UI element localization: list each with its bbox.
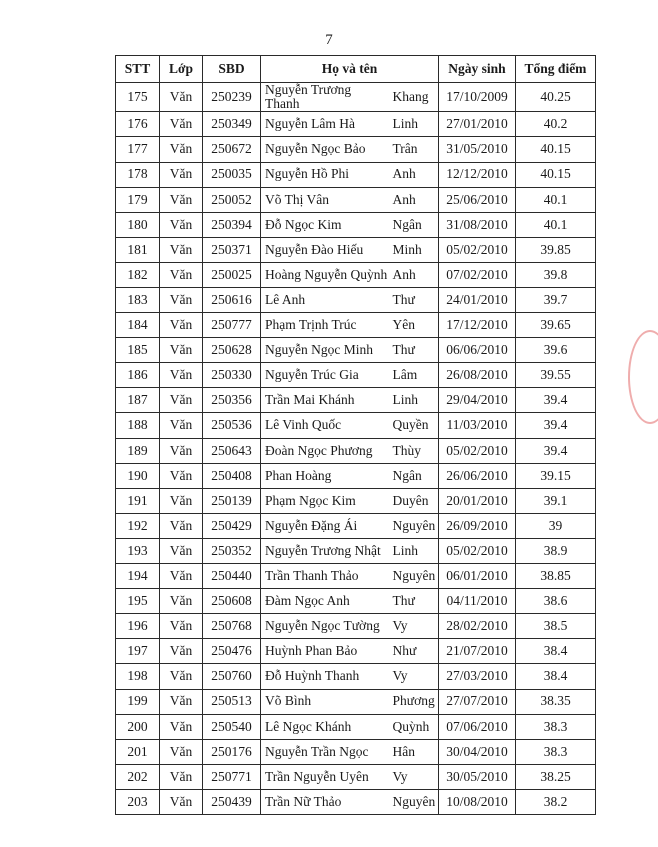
table-body xyxy=(116,83,596,815)
cell-ten: Linh xyxy=(391,388,439,413)
cell-stt: 185 xyxy=(116,338,160,363)
cell-tong-diem: 39.4 xyxy=(516,438,596,463)
cell-ten: Vy xyxy=(391,614,439,639)
cell-ho-dem: Hoàng Nguyễn Quỳnh xyxy=(261,262,391,287)
cell-stt: 179 xyxy=(116,187,160,212)
cell-lop: Văn xyxy=(160,83,203,112)
header-row xyxy=(116,56,596,83)
cell-sbd: 250352 xyxy=(203,538,261,563)
cell-stt: 201 xyxy=(116,739,160,764)
table-row xyxy=(116,714,596,739)
cell-tong-diem: 38.3 xyxy=(516,739,596,764)
cell-sbd: 250672 xyxy=(203,137,261,162)
cell-stt: 178 xyxy=(116,162,160,187)
cell-ngay-sinh: 26/08/2010 xyxy=(439,363,516,388)
cell-ngay-sinh: 27/03/2010 xyxy=(439,664,516,689)
cell-ho-dem: Nguyễn Trương Thanh xyxy=(261,83,391,112)
cell-ngay-sinh: 06/06/2010 xyxy=(439,338,516,363)
table-row xyxy=(116,413,596,438)
header-sbd: SBD xyxy=(203,56,261,83)
cell-lop: Văn xyxy=(160,689,203,714)
cell-lop: Văn xyxy=(160,764,203,789)
cell-ho-dem: Nguyễn Trần Ngọc xyxy=(261,739,391,764)
cell-sbd: 250408 xyxy=(203,463,261,488)
cell-ngay-sinh: 04/11/2010 xyxy=(439,589,516,614)
cell-lop: Văn xyxy=(160,288,203,313)
table-row xyxy=(116,313,596,338)
cell-stt: 196 xyxy=(116,614,160,639)
cell-stt: 197 xyxy=(116,639,160,664)
cell-sbd: 250176 xyxy=(203,739,261,764)
cell-ten: Duyên xyxy=(391,488,439,513)
cell-ngay-sinh: 20/01/2010 xyxy=(439,488,516,513)
cell-ho-dem: Đoàn Ngọc Phương xyxy=(261,438,391,463)
cell-ten: Vy xyxy=(391,664,439,689)
cell-stt: 176 xyxy=(116,112,160,137)
table-row xyxy=(116,338,596,363)
cell-tong-diem: 40.15 xyxy=(516,162,596,187)
cell-ngay-sinh: 10/08/2010 xyxy=(439,789,516,814)
cell-tong-diem: 38.4 xyxy=(516,664,596,689)
cell-ten: Trân xyxy=(391,137,439,162)
cell-ngay-sinh: 30/05/2010 xyxy=(439,764,516,789)
cell-ngay-sinh: 11/03/2010 xyxy=(439,413,516,438)
cell-stt: 194 xyxy=(116,564,160,589)
cell-stt: 192 xyxy=(116,513,160,538)
cell-ten: Anh xyxy=(391,162,439,187)
cell-stt: 186 xyxy=(116,363,160,388)
cell-ten: Yên xyxy=(391,313,439,338)
cell-ngay-sinh: 05/02/2010 xyxy=(439,538,516,563)
cell-sbd: 250628 xyxy=(203,338,261,363)
cell-sbd: 250052 xyxy=(203,187,261,212)
table-row xyxy=(116,664,596,689)
cell-sbd: 250239 xyxy=(203,83,261,112)
cell-lop: Văn xyxy=(160,112,203,137)
cell-sbd: 250035 xyxy=(203,162,261,187)
cell-tong-diem: 40.1 xyxy=(516,212,596,237)
cell-ten: Thư xyxy=(391,338,439,363)
header-tong-diem: Tổng điểm xyxy=(516,56,596,83)
cell-ho-dem: Lê Ngọc Khánh xyxy=(261,714,391,739)
table-row xyxy=(116,463,596,488)
cell-stt: 181 xyxy=(116,237,160,262)
cell-ngay-sinh: 29/04/2010 xyxy=(439,388,516,413)
cell-ten: Như xyxy=(391,639,439,664)
table-row xyxy=(116,162,596,187)
cell-stt: 191 xyxy=(116,488,160,513)
cell-ho-dem: Võ Bình xyxy=(261,689,391,714)
cell-lop: Văn xyxy=(160,313,203,338)
results-table xyxy=(115,55,596,815)
cell-ten: Anh xyxy=(391,262,439,287)
cell-lop: Văn xyxy=(160,438,203,463)
cell-lop: Văn xyxy=(160,237,203,262)
table-row xyxy=(116,83,596,112)
table-row xyxy=(116,212,596,237)
cell-stt: 184 xyxy=(116,313,160,338)
cell-ho-dem: Lê Vinh Quốc xyxy=(261,413,391,438)
cell-sbd: 250536 xyxy=(203,413,261,438)
cell-tong-diem: 39.1 xyxy=(516,488,596,513)
cell-tong-diem: 40.15 xyxy=(516,137,596,162)
cell-lop: Văn xyxy=(160,338,203,363)
cell-ngay-sinh: 28/02/2010 xyxy=(439,614,516,639)
table-row xyxy=(116,112,596,137)
cell-sbd: 250540 xyxy=(203,714,261,739)
cell-ho-dem: Nguyễn Trương Nhật xyxy=(261,538,391,563)
cell-ho-dem: Trần Nguyễn Uyên xyxy=(261,764,391,789)
cell-ho-dem: Nguyễn Ngọc Bảo xyxy=(261,137,391,162)
cell-lop: Văn xyxy=(160,513,203,538)
cell-ho-dem: Nguyễn Hồ Phi xyxy=(261,162,391,187)
cell-ngay-sinh: 12/12/2010 xyxy=(439,162,516,187)
cell-ho-dem: Đàm Ngọc Anh xyxy=(261,589,391,614)
cell-ho-dem: Đỗ Huỳnh Thanh xyxy=(261,664,391,689)
cell-ho-dem: Nguyễn Đào Hiếu xyxy=(261,237,391,262)
cell-ten: Vy xyxy=(391,764,439,789)
cell-ngay-sinh: 05/02/2010 xyxy=(439,438,516,463)
cell-tong-diem: 40.1 xyxy=(516,187,596,212)
table-row xyxy=(116,288,596,313)
cell-ho-dem: Trần Mai Khánh xyxy=(261,388,391,413)
cell-sbd: 250771 xyxy=(203,764,261,789)
table-row xyxy=(116,614,596,639)
cell-lop: Văn xyxy=(160,187,203,212)
header-ho-ten: Họ và tên xyxy=(261,56,439,83)
cell-ho-dem: Nguyễn Lâm Hà xyxy=(261,112,391,137)
cell-stt: 190 xyxy=(116,463,160,488)
cell-sbd: 250608 xyxy=(203,589,261,614)
cell-ten: Anh xyxy=(391,187,439,212)
cell-stt: 193 xyxy=(116,538,160,563)
cell-ngay-sinh: 31/05/2010 xyxy=(439,137,516,162)
cell-ho-dem: Nguyễn Trúc Gia xyxy=(261,363,391,388)
cell-stt: 175 xyxy=(116,83,160,112)
cell-ten: Nguyên xyxy=(391,513,439,538)
cell-ho-dem: Huỳnh Phan Bảo xyxy=(261,639,391,664)
cell-sbd: 250330 xyxy=(203,363,261,388)
cell-sbd: 250429 xyxy=(203,513,261,538)
cell-lop: Văn xyxy=(160,162,203,187)
cell-ngay-sinh: 31/08/2010 xyxy=(439,212,516,237)
cell-tong-diem: 38.6 xyxy=(516,589,596,614)
cell-ten: Ngân xyxy=(391,212,439,237)
cell-lop: Văn xyxy=(160,664,203,689)
cell-stt: 199 xyxy=(116,689,160,714)
header-lop: Lớp xyxy=(160,56,203,83)
cell-tong-diem: 40.25 xyxy=(516,83,596,112)
cell-tong-diem: 38.2 xyxy=(516,789,596,814)
cell-sbd: 250356 xyxy=(203,388,261,413)
cell-ngay-sinh: 17/10/2009 xyxy=(439,83,516,112)
cell-tong-diem: 39.4 xyxy=(516,413,596,438)
cell-lop: Văn xyxy=(160,413,203,438)
table-row xyxy=(116,187,596,212)
cell-lop: Văn xyxy=(160,488,203,513)
cell-tong-diem: 39.4 xyxy=(516,388,596,413)
cell-ngay-sinh: 21/07/2010 xyxy=(439,639,516,664)
cell-ten: Hân xyxy=(391,739,439,764)
cell-tong-diem: 39.7 xyxy=(516,288,596,313)
cell-ngay-sinh: 25/06/2010 xyxy=(439,187,516,212)
header-stt: STT xyxy=(116,56,160,83)
cell-ten: Thư xyxy=(391,589,439,614)
cell-ten: Minh xyxy=(391,237,439,262)
cell-tong-diem: 39.15 xyxy=(516,463,596,488)
cell-ten: Thư xyxy=(391,288,439,313)
table-row xyxy=(116,513,596,538)
cell-sbd: 250025 xyxy=(203,262,261,287)
table-row xyxy=(116,262,596,287)
table-row xyxy=(116,363,596,388)
cell-tong-diem: 39.8 xyxy=(516,262,596,287)
cell-lop: Văn xyxy=(160,262,203,287)
cell-ten: Ngân xyxy=(391,463,439,488)
cell-stt: 187 xyxy=(116,388,160,413)
cell-stt: 188 xyxy=(116,413,160,438)
cell-ho-dem: Lê Anh xyxy=(261,288,391,313)
cell-ten: Thùy xyxy=(391,438,439,463)
cell-sbd: 250513 xyxy=(203,689,261,714)
cell-lop: Văn xyxy=(160,739,203,764)
cell-ten: Nguyên xyxy=(391,564,439,589)
cell-tong-diem: 38.9 xyxy=(516,538,596,563)
cell-sbd: 250643 xyxy=(203,438,261,463)
cell-stt: 189 xyxy=(116,438,160,463)
cell-tong-diem: 40.2 xyxy=(516,112,596,137)
cell-tong-diem: 39 xyxy=(516,513,596,538)
cell-lop: Văn xyxy=(160,363,203,388)
cell-sbd: 250439 xyxy=(203,789,261,814)
cell-ngay-sinh: 30/04/2010 xyxy=(439,739,516,764)
cell-stt: 200 xyxy=(116,714,160,739)
cell-tong-diem: 38.85 xyxy=(516,564,596,589)
cell-ho-dem: Phạm Ngọc Kim xyxy=(261,488,391,513)
page-number: 7 xyxy=(325,32,333,48)
red-stamp-fragment xyxy=(628,330,658,424)
cell-lop: Văn xyxy=(160,614,203,639)
cell-ho-dem: Nguyễn Ngọc Minh xyxy=(261,338,391,363)
cell-ho-dem: Nguyễn Ngọc Tường xyxy=(261,614,391,639)
cell-stt: 180 xyxy=(116,212,160,237)
cell-ngay-sinh: 07/06/2010 xyxy=(439,714,516,739)
cell-sbd: 250777 xyxy=(203,313,261,338)
cell-ten: Linh xyxy=(391,538,439,563)
table-row xyxy=(116,237,596,262)
cell-lop: Văn xyxy=(160,388,203,413)
cell-ten: Quỳnh xyxy=(391,714,439,739)
cell-ten: Phương xyxy=(391,689,439,714)
cell-lop: Văn xyxy=(160,212,203,237)
cell-ho-dem: Trần Nữ Thảo xyxy=(261,789,391,814)
cell-sbd: 250440 xyxy=(203,564,261,589)
cell-ngay-sinh: 24/01/2010 xyxy=(439,288,516,313)
table-row xyxy=(116,388,596,413)
cell-sbd: 250394 xyxy=(203,212,261,237)
table-row xyxy=(116,488,596,513)
cell-tong-diem: 38.5 xyxy=(516,614,596,639)
table-row xyxy=(116,689,596,714)
cell-ho-dem: Đỗ Ngọc Kim xyxy=(261,212,391,237)
cell-stt: 203 xyxy=(116,789,160,814)
cell-tong-diem: 38.3 xyxy=(516,714,596,739)
table-row xyxy=(116,789,596,814)
cell-ho-dem: Phan Hoàng xyxy=(261,463,391,488)
cell-lop: Văn xyxy=(160,589,203,614)
table-row xyxy=(116,764,596,789)
cell-ngay-sinh: 07/02/2010 xyxy=(439,262,516,287)
cell-ten: Quyền xyxy=(391,413,439,438)
cell-lop: Văn xyxy=(160,789,203,814)
cell-sbd: 250371 xyxy=(203,237,261,262)
cell-stt: 182 xyxy=(116,262,160,287)
cell-sbd: 250760 xyxy=(203,664,261,689)
cell-sbd: 250349 xyxy=(203,112,261,137)
cell-ngay-sinh: 27/07/2010 xyxy=(439,689,516,714)
cell-lop: Văn xyxy=(160,564,203,589)
table-row xyxy=(116,438,596,463)
cell-ho-dem: Trần Thanh Thảo xyxy=(261,564,391,589)
cell-ngay-sinh: 26/09/2010 xyxy=(439,513,516,538)
cell-lop: Văn xyxy=(160,463,203,488)
cell-ho-dem: Võ Thị Vân xyxy=(261,187,391,212)
table-row xyxy=(116,639,596,664)
cell-ngay-sinh: 17/12/2010 xyxy=(439,313,516,338)
cell-lop: Văn xyxy=(160,714,203,739)
cell-ngay-sinh: 27/01/2010 xyxy=(439,112,516,137)
cell-lop: Văn xyxy=(160,639,203,664)
table-row xyxy=(116,564,596,589)
cell-tong-diem: 39.85 xyxy=(516,237,596,262)
cell-lop: Văn xyxy=(160,538,203,563)
cell-stt: 177 xyxy=(116,137,160,162)
cell-tong-diem: 39.6 xyxy=(516,338,596,363)
cell-tong-diem: 38.35 xyxy=(516,689,596,714)
cell-lop: Văn xyxy=(160,137,203,162)
cell-stt: 183 xyxy=(116,288,160,313)
cell-ho-dem: Phạm Trịnh Trúc xyxy=(261,313,391,338)
cell-tong-diem: 39.65 xyxy=(516,313,596,338)
cell-ngay-sinh: 26/06/2010 xyxy=(439,463,516,488)
cell-stt: 202 xyxy=(116,764,160,789)
cell-ngay-sinh: 06/01/2010 xyxy=(439,564,516,589)
cell-stt: 195 xyxy=(116,589,160,614)
table-row xyxy=(116,137,596,162)
cell-sbd: 250616 xyxy=(203,288,261,313)
cell-ngay-sinh: 05/02/2010 xyxy=(439,237,516,262)
table-row xyxy=(116,739,596,764)
cell-ten: Nguyên xyxy=(391,789,439,814)
table-row xyxy=(116,538,596,563)
cell-sbd: 250768 xyxy=(203,614,261,639)
cell-tong-diem: 39.55 xyxy=(516,363,596,388)
cell-stt: 198 xyxy=(116,664,160,689)
cell-tong-diem: 38.25 xyxy=(516,764,596,789)
cell-ho-dem: Nguyễn Đặng Ái xyxy=(261,513,391,538)
table-row xyxy=(116,589,596,614)
cell-sbd: 250139 xyxy=(203,488,261,513)
cell-ten: Khang xyxy=(391,83,439,112)
header-ngay-sinh: Ngày sinh xyxy=(439,56,516,83)
cell-ten: Linh xyxy=(391,112,439,137)
cell-sbd: 250476 xyxy=(203,639,261,664)
cell-tong-diem: 38.4 xyxy=(516,639,596,664)
cell-ten: Lâm xyxy=(391,363,439,388)
